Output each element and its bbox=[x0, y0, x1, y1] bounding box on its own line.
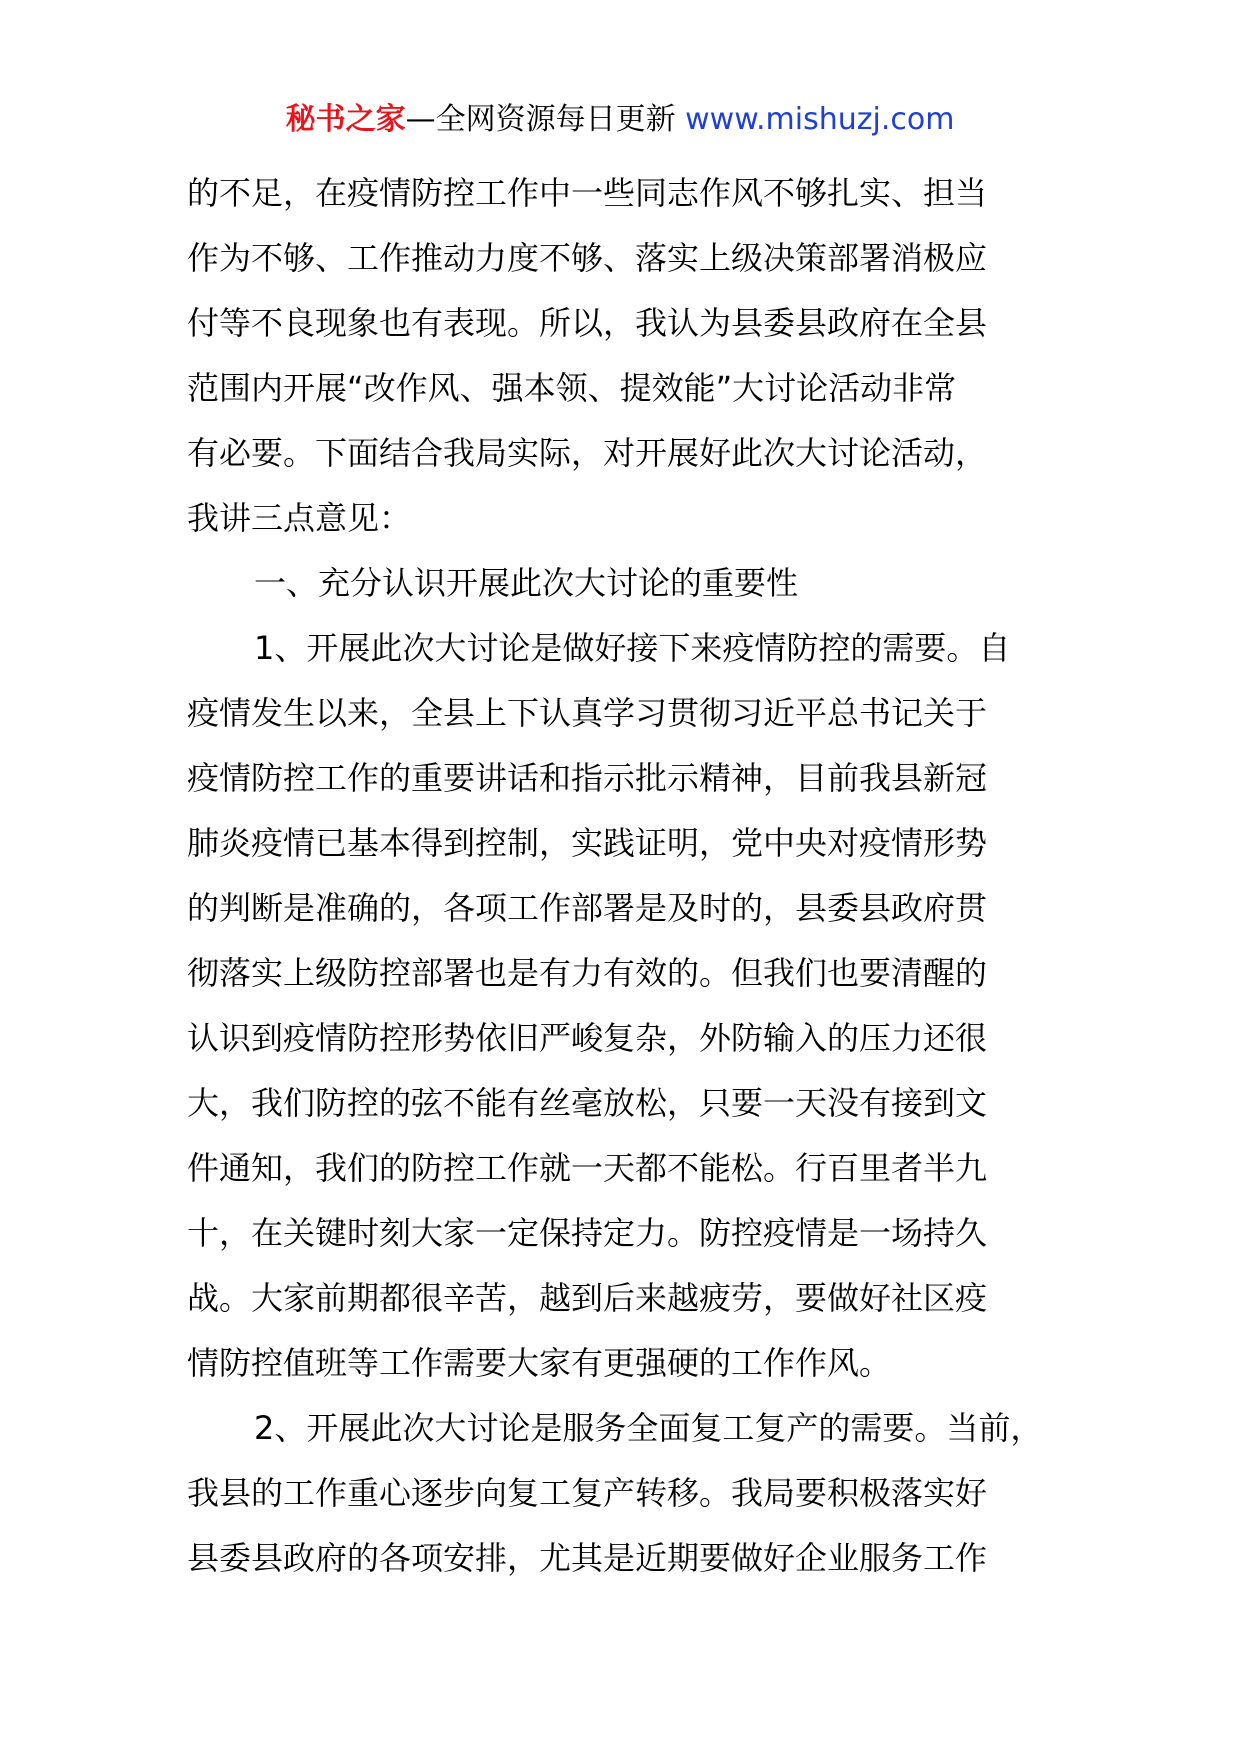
text-line: 疫情发生以来，全县上下认真学习贯彻习近平总书记关于 bbox=[187, 694, 988, 732]
text-line: 2、开展此次大讨论是服务全面复工复产的需要。当前， bbox=[254, 1409, 1043, 1447]
text-line: 战。大家前期都很辛苦，越到后来越疲劳，要做好社区疫 bbox=[187, 1279, 988, 1317]
text-line: 作为不够、工作推动力度不够、落实上级决策部署消极应 bbox=[187, 239, 988, 277]
text-line: 大，我们防控的弦不能有丝毫放松，只要一天没有接到文 bbox=[187, 1084, 988, 1122]
document-body bbox=[187, 161, 1067, 1591]
header-slogan: —全网资源每日更新 bbox=[405, 102, 686, 137]
text-line: 范围内开展“改作风、强本领、提效能”大讨论活动非常 bbox=[187, 369, 957, 407]
section-heading: 一、充分认识开展此次大讨论的重要性 bbox=[254, 564, 799, 602]
header-brand: 秘书之家 bbox=[285, 102, 406, 137]
page-header bbox=[0, 100, 1240, 140]
text-line: 我讲三点意见： bbox=[187, 499, 412, 537]
text-line: 的判断是准确的，各项工作部署是及时的，县委县政府贯 bbox=[187, 889, 988, 927]
text-line: 县委县政府的各项安排，尤其是近期要做好企业服务工作 bbox=[187, 1539, 988, 1577]
text-line: 付等不良现象也有表现。所以，我认为县委县政府在全县 bbox=[187, 304, 988, 342]
text-line: 肺炎疫情已基本得到控制，实践证明，党中央对疫情形势 bbox=[187, 824, 988, 862]
header-url-link[interactable]: www.mishuzj.com bbox=[685, 102, 955, 137]
text-line: 1、开展此次大讨论是做好接下来疫情防控的需要。自 bbox=[254, 629, 1011, 667]
text-line: 件通知，我们的防控工作就一天都不能松。行百里者半九 bbox=[187, 1149, 988, 1187]
text-line: 认识到疫情防控形势依旧严峻复杂，外防输入的压力还很 bbox=[187, 1019, 988, 1057]
text-line: 彻落实上级防控部署也是有力有效的。但我们也要清醒的 bbox=[187, 954, 988, 992]
text-line: 有必要。下面结合我局实际，对开展好此次大讨论活动， bbox=[187, 434, 988, 472]
text-line: 十，在关键时刻大家一定保持定力。防控疫情是一场持久 bbox=[187, 1214, 988, 1252]
text-line: 的不足，在疫情防控工作中一些同志作风不够扎实、担当 bbox=[187, 174, 988, 212]
text-line: 疫情防控工作的重要讲话和指示批示精神，目前我县新冠 bbox=[187, 759, 988, 797]
text-line: 情防控值班等工作需要大家有更强硬的工作作风。 bbox=[187, 1344, 892, 1382]
text-line: 我县的工作重心逐步向复工复产转移。我局要积极落实好 bbox=[187, 1474, 988, 1512]
